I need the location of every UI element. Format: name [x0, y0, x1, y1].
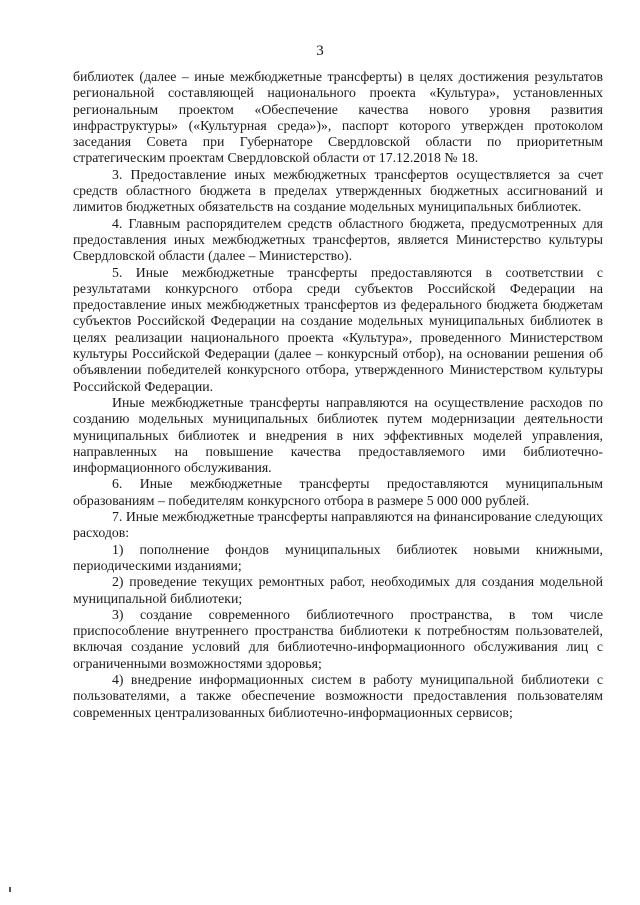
subitem-3: 3) создание современного библиотечного пространства, в том числе приспособление внутреннего пространства библиотеки к потребностям пользователей, включая создание условий для библиотечно-информационного обслуживания лиц с ограниченными возможностями здоровья; [73, 606, 603, 671]
paragraph-continuation: библиотек (далее – иные межбюджетные трансферты) в целях достижения результатов региональной составляющей национального проекта «Культура», установленных региональным проектом «Обеспечение качества нового уровня развития инфраструктуры» («Культурная среда»)», паспорт которого утвержден протоколом заседания Совета при Губернаторе Свердловской области по приоритетным стратегическим проектам Свердловской области от 17.12.2018 № 18. [73, 69, 603, 166]
subitem-2: 2) проведение текущих ремонтных работ, необходимых для создания модельной муниципальной библиотеки; [73, 574, 603, 606]
page-number: 3 [316, 43, 324, 59]
scan-mark [9, 887, 11, 892]
paragraph-item-3: 3. Предоставление иных межбюджетных трансфертов осуществляется за счет средств областного бюджета в пределах утвержденных бюджетных ассигнований и лимитов бюджетных обязательств на создание модельных муниципальных библиотек. [73, 166, 603, 215]
paragraph-item-4: 4. Главным распорядителем средств областного бюджета, предусмотренных для предоставления иных межбюджетных трансфертов, является Министерство культуры Свердловской области (далее – Министерство). [73, 215, 603, 264]
paragraph-item-6: 6. Иные межбюджетные трансферты предоставляются муниципальным образованиям – победителям конкурсного отбора в размере 5 000 000 рублей. [73, 476, 603, 508]
paragraph-transfers-purpose: Иные межбюджетные трансферты направляются на осуществление расходов по созданию модельных муниципальных библиотек путем модернизации деятельности муниципальных библиотек и внедрения в них эффективных моделей управления, направленных на повышение качества предоставляемого ими библиотечно-информационного обслуживания. [73, 394, 603, 476]
document-body [73, 69, 603, 721]
paragraph-item-5: 5. Иные межбюджетные трансферты предоставляются в соответствии с результатами конкурсного отбора среди субъектов Российской Федерации на предоставление иных межбюджетных трансфертов из федерального бюджета бюджетам субъектов Российской Федерации на создание модельных муниципальных библиотек в целях реализации национального проекта «Культура», проведенного Министерством культуры Российской Федерации (далее – конкурсный отбор), на основании решения об объявлении победителей конкурсного отбора, утвержденного Министерством культуры Российской Федерации. [73, 264, 603, 394]
subitem-4: 4) внедрение информационных систем в работу муниципальной библиотеки с пользователями, а также обеспечение возможности предоставления пользователям современных централизованных библиотечно-информационных сервисов; [73, 671, 603, 720]
subitem-1: 1) пополнение фондов муниципальных библиотек новыми книжными, периодическими изданиями; [73, 541, 603, 573]
paragraph-item-7: 7. Иные межбюджетные трансферты направляются на финансирование следующих расходов: [73, 509, 603, 541]
